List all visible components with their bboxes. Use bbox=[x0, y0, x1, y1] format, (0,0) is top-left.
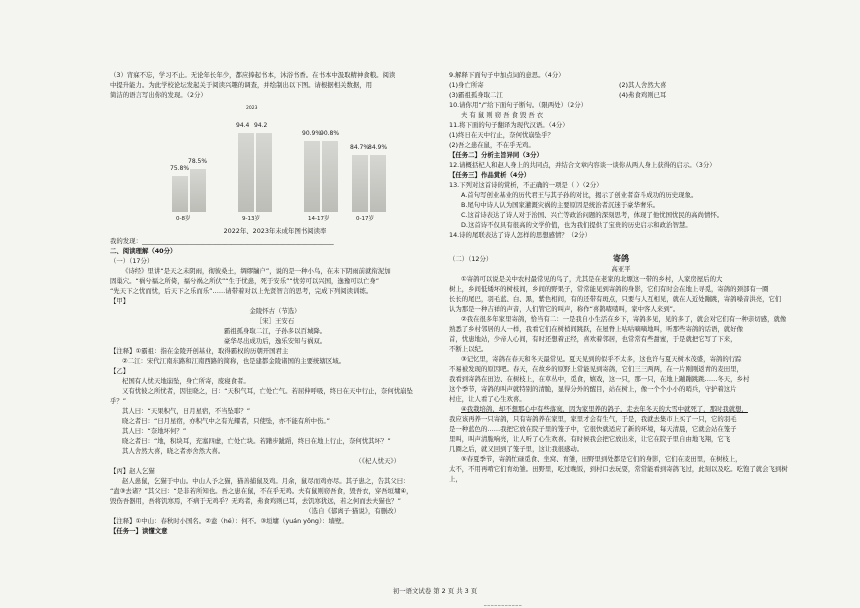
yi-line: 晓之者曰：“地，积块耳，充塞四虚，亡处亡块。若躇步跐蹈，终日在地上行止，奈何忧其坏？” bbox=[122, 437, 391, 445]
essay-line: 里叫，叫声清脆响亮，让人听了心生欢喜。有时候我会把它放出来，让它在院子里自由地飞翔，它飞 bbox=[449, 435, 731, 443]
essay-line: 认为那是一种吉祥的声音，人们管它的叫声，称作“喜鹊喳喳叫，家中客人来到”。 bbox=[449, 305, 680, 313]
note-line: 【注释】①霸祖：指在金陵开创基业，取得霸权的历朝开国君主 bbox=[110, 347, 289, 355]
essay-line: 我应该再养一只寄鸽，只有寄鸽养在家里，家里才会有生气，于是，我就去集市上买了一只，它的羽毛 bbox=[449, 415, 737, 423]
yi-line: 其人曰：“天果积气，日月星宿，不当坠耶？” bbox=[122, 407, 251, 415]
question-line: 12.请概括杞人和赵人身上的共同点，并结合文章内容谈一谈你从两人身上获得的启示。（3分） bbox=[449, 161, 716, 169]
chart-bar bbox=[256, 133, 272, 212]
chart-value-label: 84.9% bbox=[368, 143, 388, 151]
chart-value-label: 75.8% bbox=[170, 164, 190, 172]
yi-line: 晓之者曰：“日月星宿，亦积气中之有光耀者，只使坠，亦不能有所中伤。” bbox=[122, 417, 330, 425]
q9-item: (1)身亡所寄 bbox=[449, 81, 484, 89]
chart-tick-label: 0-8岁 bbox=[176, 216, 191, 222]
yi-label: 【乙】 bbox=[110, 367, 130, 375]
essay-line: 长长的尾巴，羽毛蓝、白、黑，紫色相间，有的还带有斑点，只要与人互相见，就在人近处蹦跳，寄鸽嗓音洪亮，它们 bbox=[449, 295, 782, 303]
essay-line: ④我栽培鸽，却不想那心中有些落寞，因为家里养的鸽子，走去年冬天的大雪中就死了，那时我就想， bbox=[461, 405, 748, 413]
chart-bar bbox=[172, 176, 188, 212]
poem-line: 豪华尽出成功后，逸乐安知与祸双。 bbox=[223, 337, 327, 345]
chart-bar bbox=[322, 141, 338, 212]
question-line: 14.诗的尾联表达了诗人怎样的思想感情？（2分） bbox=[449, 231, 592, 239]
essay-title: 寄鸽 bbox=[613, 254, 629, 263]
bing-line: 毁伤吾器用，吾将饥寒焉，不病于无鸡乎？无鸡者，弗食鸡则已耳，去饥寒犹远，若之何而去夫猫也？” bbox=[110, 497, 401, 505]
chart-value-label: 78.5% bbox=[188, 158, 208, 166]
page-footer: 初一语文试卷 第 2 页 共 3 页 bbox=[392, 587, 478, 595]
bing-line: “盍③去诸？”其父曰：“是非若所知也。吾之患在鼠，不在乎无鸡。夫有鼠则窃吾食，毁吾衣，穿吾垣墉④， bbox=[110, 487, 413, 495]
chart-bar bbox=[352, 155, 368, 212]
chart-bar bbox=[304, 141, 320, 212]
q3-line: （3）宵寐不忘，学习不止。无论年长年少，都应捧起书本，沐浴书香。在书本中汲取精神食粮。阅读 bbox=[110, 71, 396, 79]
chart-value-label: 90.9% bbox=[302, 129, 322, 137]
choice-d: D.这首诗不仅具有很高的文学价值，也为我们提供了宝贵的历史启示和政治智慧。 bbox=[461, 221, 692, 229]
subsection-two: （二）（12分） bbox=[449, 255, 493, 263]
bing-line: 赵人患鼠，乞猫于中山。中山人予之猫，猫善捕鼠及鸡。月余，鼠尽而鸡亦尽。其子患之，告其父曰： bbox=[122, 477, 410, 485]
chart-handwritten-year: 2023 bbox=[246, 106, 258, 111]
q9-item: (4)弗食鸡则已耳 bbox=[619, 91, 667, 99]
right-column bbox=[449, 70, 793, 484]
question-line: 11.将下面的句子翻译为现代汉语。（4分） bbox=[449, 121, 569, 129]
question-line: (2)吾之患在鼠，不在乎无鸡。 bbox=[449, 141, 535, 149]
essay-line: ③记忆里，寄鸽在春天和冬天最常见。夏天见到的似乎不太多，这也许与夏天树木茂盛，寄鸽的行踪 bbox=[461, 355, 742, 363]
yi-line: 其人舍然大喜，晓之者亦舍然大喜。 bbox=[122, 447, 225, 455]
essay-line: 首，忧患地站，少帝人心间，有时还想着正经，喜欢着邻居，也常常有些甜蜜，于是就把它写了下来， bbox=[449, 335, 737, 343]
poem-title: 金陵怀古（节选） bbox=[249, 307, 301, 315]
yi-line: 杞国有人忧天地崩坠，身亡所寄，废寝食者。 bbox=[122, 377, 250, 385]
chart-value-label: 84.7% bbox=[350, 144, 370, 152]
question-line: 9.解释下面句子中加点词的意思。（4分） bbox=[449, 71, 565, 79]
essay-line: 这个季节，寄鸽的叫声就特别的清脆，显得分外的醒目，站在树上，像一个个小小的哨兵，守护着这片 bbox=[449, 385, 737, 393]
q9-item: (2)其人舍然大喜 bbox=[619, 81, 667, 89]
yi-source: （《杞人忧天》） bbox=[355, 457, 400, 465]
bottom-edge-mark: ___________ bbox=[484, 600, 523, 606]
q3-line: 中提升能力。为此学校论坛发起关于阅读兴趣的调查，并绘制出以下图。请根据相关数据，用 bbox=[110, 81, 373, 89]
q9-row bbox=[449, 90, 793, 100]
yi-line: 其人曰：“奈地坏何？” bbox=[122, 427, 187, 435]
essay-line: 树上，乡间低矮坏的树枝间，乡间的野果子，常常能见到寄鸽的身影，它们有时会在地上寻觅，寄鸽的颈部有一圈 bbox=[449, 285, 769, 293]
q9-item: (3)霸祖孤身取二江 bbox=[449, 91, 503, 99]
jia-label: 【甲】 bbox=[110, 297, 130, 305]
chart-value-label: 94.2 bbox=[254, 122, 268, 130]
essay-line: 我看到寄鸽在田边、在树枝上，在草丛中，觅食，嬉戏，这一只，那一只，在地上蹦蹦跳跳……冬天，乡村 bbox=[449, 375, 750, 383]
essay-line: ①寄鸽可以说是关中农村最常见的鸟了，尤其是在老家的北塬这一带的乡村，人家房屋后的大 bbox=[461, 275, 723, 283]
choice-a: A.首句写创业基业的历代君王与其子孙的对比，揭示了创业者奋斗成功的历史现象。 bbox=[461, 191, 698, 199]
essay-line: ⑤春夏季节，寄鸽忙碌觅食、坐窝、育雏，田野里到处都是它们的身影，它们在麦田里，在树枝上， bbox=[461, 455, 742, 463]
intro-line: “先天下之忧而忧，后天下之乐而乐”……请带着对以上先贤智言的思考，完成下列阅读训练。 bbox=[110, 287, 373, 295]
chart-tick-label: 0-17岁 bbox=[356, 216, 374, 222]
essay-author: 高亚平 bbox=[611, 265, 631, 273]
poem-author: ［宋］王安石 bbox=[255, 317, 295, 325]
subsection-title: （一）（17分） bbox=[110, 257, 154, 265]
question-line: 13.下列对这首诗的赏析，不正确的一项是（ ）（2分） bbox=[449, 181, 603, 189]
bing-notes: 【注释】①中山：春秋时小国名。②盍（hé）：何不。③垣墉（yuán yōng）：墙壁。 bbox=[110, 517, 348, 525]
chart-bar bbox=[190, 169, 206, 212]
chart-bar bbox=[238, 133, 254, 212]
question-line: 10.请你用“/”给下面句子断句。（限两处）（2分） bbox=[449, 101, 588, 109]
poem-line: 霸祖孤身取二江，子孙多以百城降。 bbox=[223, 327, 327, 335]
essay-line: 不易被发现的原因吧。春天，在故乡的原野上常能见到寄鸽，它们三三两两，在一片刚刚返青的麦田里， bbox=[449, 365, 743, 373]
task-three: 【任务三】作品赏析（4分） bbox=[449, 171, 531, 179]
punctuation-sentence: 夫 有 鼠 则 窃 吾 食 毁 吾 衣 bbox=[461, 111, 544, 119]
note-line: ②二江：宋代江南东路和江南西路的简称，也是建都金陵诸国的主要统辖区域。 bbox=[122, 357, 346, 365]
left-column bbox=[110, 70, 440, 536]
essay-line: 是一种蓝色的……我把它放在院子里的笼子中，它很快就适应了新的环境，每天清晨，它就会站在笼子 bbox=[449, 425, 737, 433]
reading-rate-chart bbox=[120, 102, 420, 230]
essay-line: 太不，不用再啃它们育幼雏。田野里，吃过晚饭，到村口去玩耍，常常能看到寄鸽飞过，此刻以及吃。吃饱了就会飞到树上， bbox=[449, 465, 788, 483]
bing-source: （选自《郁离子·猫说》，有删改） bbox=[305, 507, 400, 515]
yi-line: 又有忧彼之所忧者，因往晓之，曰：“天积气耳，亡处亡气。若屈伸呼吸，终日在天中行止，奈何忧崩坠 bbox=[122, 387, 413, 395]
choice-b: B.尾句中诗人认为国家灌溉灾祸的主要原因是统治者沉迷于豪华奢乐。 bbox=[461, 201, 660, 209]
essay-line: 村庄，让人看了心生欢喜。 bbox=[449, 395, 526, 403]
intro-line: 固巢穴。“祸兮福之所倚，福兮祸之所伏”“生于忧患，死于安乐”“忧劳可以兴国，逸豫可以亡身” bbox=[110, 277, 380, 285]
chart-title: 2022年、2023年未成年图书阅读率 bbox=[223, 227, 327, 235]
section-title: 二、阅读理解（40分） bbox=[110, 247, 177, 255]
q9-row bbox=[449, 80, 793, 90]
bing-label: 【丙】赵人乞猫 bbox=[110, 467, 155, 475]
essay-line: ②我在很多年家里寄鸽，恰当有二：一是我自小生活在乡下，寄鸽多见，见的多了，就会对它们有一种亲切感，就像 bbox=[461, 315, 787, 323]
task-one: 【任务一】读懂文意 bbox=[110, 527, 168, 535]
finding-label: 我的发现：____________________________________________________________ bbox=[110, 237, 334, 245]
q3-line: 简洁的语言写出你的发现。（2分） bbox=[110, 91, 207, 99]
chart-value-label: 94.4 bbox=[236, 121, 250, 129]
yi-line: 乎？” bbox=[110, 397, 127, 405]
chart-bar bbox=[370, 155, 386, 212]
chart-tick-label: 9-13岁 bbox=[242, 216, 260, 222]
task-two: 【任务二】分析主旨异同（3分） bbox=[449, 151, 543, 159]
essay-line: 熟悉了乡村邻居的人一样，我看它们在树梢间跳跃，在屋脊上咕咕嘀嘀地叫，听那些寄鸽的话语，就好像 bbox=[449, 325, 743, 333]
question-line: (1)终日在天中行止，奈何忧崩坠乎？ bbox=[449, 131, 554, 139]
essay-line: 不断上以纪。 bbox=[449, 345, 488, 353]
chart-tick-label: 14-17岁 bbox=[308, 216, 330, 222]
essay-line: 几圈之后，就又回到了笼子里，这让我很感动。 bbox=[449, 445, 584, 453]
intro-line: 《诗经》里讲“是天之未阴雨，彻彼桑土，绸缪牖户”，说的是一种小鸟，在未下阴雨前就衔泥加 bbox=[122, 267, 391, 275]
chart-value-label: 90.8% bbox=[320, 130, 340, 138]
choice-c: C.这首诗表达了诗人对于治国、兴亡等政治问题的深刻思考，体现了他忧国忧民的高尚情怀。 bbox=[461, 211, 724, 219]
